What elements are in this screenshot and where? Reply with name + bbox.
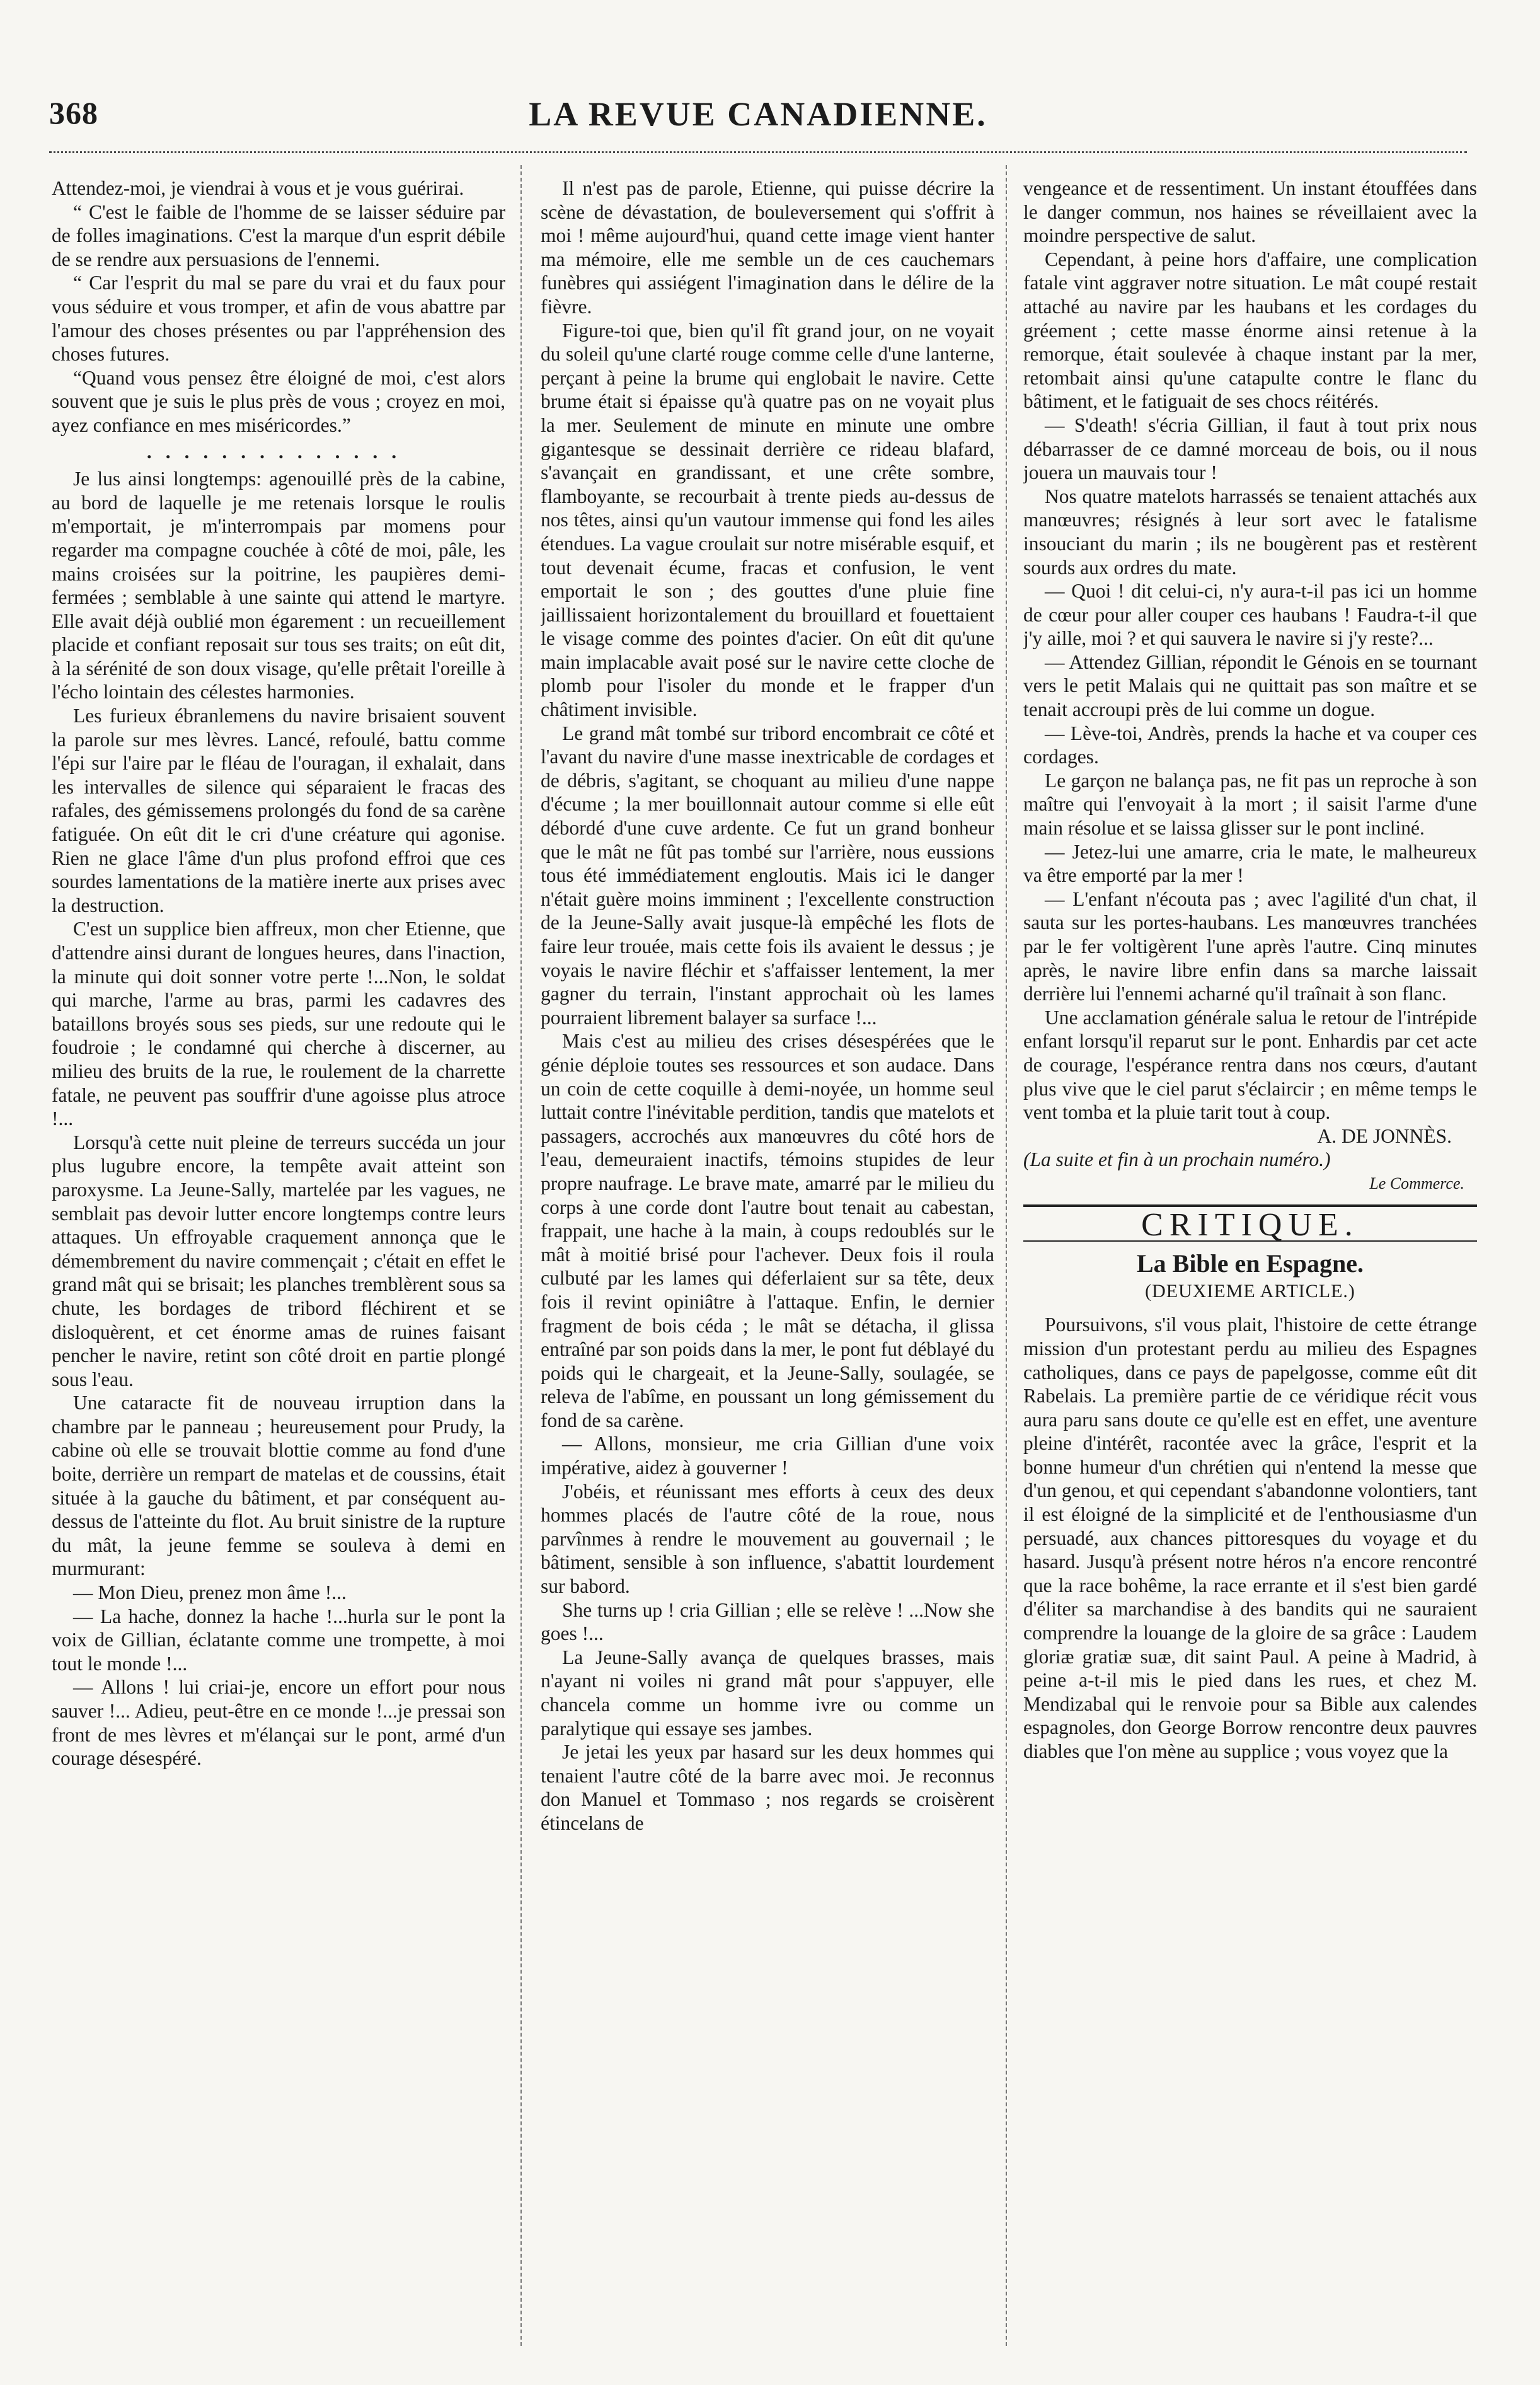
continuation-note: (La suite et fin à un prochain numéro.) [1023,1148,1331,1171]
paragraph: “ C'est le faible de l'homme de se laisser séduire par de folles imaginations. C'est la marque d'un esprit débile de se rendre aux persuasions de l'ennemi. [52,200,505,270]
paragraph: Je jetai les yeux par hasard sur les deux hommes qui tenaient l'autre côté de la barre avec moi. Je reconnus don Manuel et Tommaso ; nos regards se croisèrent étincelans de [541,1741,994,1834]
paragraph: Une acclamation générale salua le retour de l'intrépide enfant lorsqu'il reparut sur le pont. Enhardis par cet acte de courage, l'espérance rentra dans nos cœurs, d'autant plus vive que le ciel parut s'éclaircir ; en même temps le vent tomba et la pluie tarit tout à coup. [1023,1006,1477,1124]
paragraph: — Attendez Gillian, répondit le Génois en se tournant vers le petit Malais qui ne quittait pas son maître et se tenait accroupi près de lui comme un dogue. [1023,650,1477,721]
paragraph: Poursuivons, s'il vous plait, l'histoire de cette étrange mission d'un protestant perdu au milieu des Espagnes catholiques, dans ce pays de papelgosse, comme eût dit Rabelais. La première partie de ce véridique récit vous aura paru sans doute ce qu'elle est en effet, une aventure pleine d'intérêt, racontée avec la grâce, l'esprit et la bonne humeur d'un chrétien qui n'entend la messe que d'un genou, et qui cependant s'abandonne volontiers, tant il est éloigné de la simplicité et de l'enthousiasme d'un persuadé, aux chances pittoresques du voyage et du hasard. Jusqu'à présent notre héros n'a encore rencontré que la race bohême, la race errante et il s'est bien gardé d'éliter sa marchandise à des bandits qui ne sauraient comprendre la louange de la gloire de sa grâce : Laudem gloriæ gratiæ suæ, dit saint Paul. A peine à Madrid, à peine a-t-il mis le pied dans les rues, et chez M. Mendizabal qui le renvoie pour sa Bible aux calendes espagnoles, don George Borrow rencontre deux pauvres diables que l'on mène au supplice ; vous voyez que la [1023,1314,1477,1762]
paragraph: — La hache, donnez la hache !...hurla sur le pont la voix de Gillian, éclatante comme une trompette, à moi tout le monde !... [52,1605,505,1675]
paragraph: Il n'est pas de parole, Etienne, qui puisse décrire la scène de dévastation, de bouleversement qui s'offrit à moi ! même aujourd'hui, quand cette image vient hanter ma mémoire, elle me semble un de ces cauchemars funèbres qui assiégent l'imagination dans le délire de la fièvre. [541,177,994,318]
header-rule [49,151,1467,153]
article-title: La Bible en Espagne. [1136,1249,1364,1278]
paragraph: Les furieux ébranlemens du navire brisaient souvent la parole sur mes lèvres. Lancé, refoulé, battu comme l'épi sur l'aire par le fléau de l'ouragan, il exhalait, dans les intervalles de silence qui séparaient le fracas des rafales, des gémissemens prolongés du fond de sa carène fatiguée. On eût dit le cri d'une créature qui agonise. Rien ne glace l'âme d'un plus profond effroi que ces sourdes lamentations de la matière inerte aux prises avec la destruction. [52,705,505,916]
paragraph: — Quoi ! dit celui-ci, n'y aura-t-il pas ici un homme de cœur pour aller couper ces haubans ! Faudra-t-il que j'y aille, moi ? et qui sauvera le navire si j'y reste?... [1023,580,1477,650]
column-divider [1006,165,1007,2346]
column-middle [541,176,994,2345]
section-break-dots: .............. [146,440,411,463]
paragraph: Nos quatre matelots harrassés se tenaient attachés aux manœuvres; résignés à leur sort avec le fatalisme insouciant du marin ; ils ne bougèrent pas et restèrent sourds aux ordres du mate. [1023,485,1477,579]
paragraph: She turns up ! cria Gillian ; elle se relève ! ...Now she goes !... [541,1598,994,1645]
paragraph: Le garçon ne balança pas, ne fit pas un reproche à son maître qui l'envoyait à la mort ; il saisit l'arme d'une main résolue et se laissa glisser sur le pont incliné. [1023,769,1477,840]
column-left [52,176,505,2345]
paragraph: “Quand vous pensez être éloigné de moi, c'est alors souvent que je suis le plus près de vous ; croyez en moi, ayez confiance en mes miséricordes.” [52,366,505,436]
paragraph: Attendez-moi, je viendrai à vous et je vous guérirai. [52,177,464,199]
column-right [1023,176,1477,2345]
paragraph: — Allons, monsieur, me cria Gillian d'une voix impérative, aidez à gouverner ! [541,1433,994,1479]
paragraph: — L'enfant n'écouta pas ; avec l'agilité d'un chat, il sauta sur les portes-haubans. Les manœuvres tranchées par le fer voltigèrent l'une après l'autre. Cinq minutes après, le navire libre enfin dans sa marche laissait derrière lui l'ennemi acharné qu'il traînait à son flanc. [1023,887,1477,1005]
paragraph: Une cataracte fit de nouveau irruption dans la chambre par le panneau ; heureusement pour Prudy, la cabine où elle se trouvait blottie comme au fond d'une boite, derrière un rempart de matelas et de coussins, était située à la gauche du bâtiment, et par conséquent au-dessus de l'atteinte du flot. Au bruit sinistre de la rupture du mât, la jeune femme se souleva à demi en murmurant: [52,1392,505,1580]
paragraph: Cependant, à peine hors d'affaire, une complication fatale vint aggraver notre situation. Le mât coupé restait attaché au navire par les haubans et les cordages du gréement ; cette masse énorme ainsi retenue à la remorque, était soulevée à chaque instant par la mer, retombait ainsi qu'une catapulte contre le flanc du bâtiment, et le fatiguait de ses chocs réitérés. [1023,248,1477,413]
paragraph: “ Car l'esprit du mal se pare du vrai et du faux pour vous séduire et vous tromper, et afin de vous abattre par l'amour des choses présentes ou par l'appréhension des choses futures. [52,272,505,366]
paragraph: Je lus ainsi longtemps: agenouillé près de la cabine, au bord de laquelle je me retenais lorsque le roulis m'emportait, je m'interrompais par momens pour regarder ma compagne couchée à côté de moi, pâle, les mains croisées sur la poitrine, les paupières demi-fermées ; semblable à une sainte qui attend le martyre. Elle avait déjà oublié mon égarement : un recueillement placide et confiant reposait sur tous ses traits; on eût dit, à la sérénité de son doux visage, qu'elle prêtait l'oreille à l'écho lointain des célestes harmonies. [52,468,505,703]
paragraph: La Jeune-Sally avança de quelques brasses, mais n'ayant ni voiles ni grand mât pour s'appuyer, elle chancela comme un homme ivre ou comme un paralytique qui essaye ses jambes. [541,1646,994,1740]
page-header [49,95,1467,151]
paragraph: — Allons ! lui criai-je, encore un effort pour nous sauver !... Adieu, peut-être en ce monde !...je pressai son front de mes lèvres et m'élançai sur le pont, armé d'un courage désespéré. [52,1676,505,1770]
author-signature: A. DE JONNÈS. [1317,1124,1452,1147]
paragraph: Mais c'est au milieu des crises désespérées que le génie déploie toutes ses ressources et son audace. Dans un coin de cette coquille à demi-noyée, un homme seul luttait contre l'inévitable perdition, tandis que matelots et passagers, accrochés aux manœuvres du côté hors de l'eau, demeuraient inactifs, témoins stupides de leur propre naufrage. Le brave mate, amarré par le milieu du corps à une corde dont l'autre bout tenait au cabestan, frappait, une hache à la main, à coups redoublés sur le mât à moitié brisé pour l'achever. Deux fois il roula culbuté par les lames qui déferlaient sur sa tête, deux fois il revint opiniâtre à l'attaque. Enfin, le dernier fragment de bois céda ; le mât se détacha, il glissa entraîné par son poids dans la mer, le pont fut déblayé du poids qui le chargeait, et la Jeune-Sally, soulagée, se releva de l'abîme, en poussant un long gémissement du fond de sa carène. [541,1030,994,1431]
paragraph: — S'death! s'écria Gillian, il faut à tout prix nous débarrasser de ce damné morceau de bois, ou il nous jouera un mauvais tour ! [1023,413,1477,484]
column-divider [520,165,522,2346]
paragraph: Figure-toi que, bien qu'il fît grand jour, on ne voyait du soleil qu'une clarté rouge comme celle d'une lanterne, perçant à peine la brume qui englobait le navire. Cette brume était si épaisse qu'à quatre pas on ne voyait plus la mer. Seulement de minute en minute une ombre gigantesque se dessinait derrière ce rideau blafard, s'avançait en grandissant, et une crête sombre, flamboyante, se recourbait à trente pieds au-dessus de nos têtes, ainsi qu'un vautour immense qui fond les ailes étendues. La vague croulait sur notre misérable esquif, et tout devenait écume, fracas et confusion, le vent emportait le son ; des gouttes d'une pluie fine jaillissaient horizontalement du brouillard et fouettaient le visage comme des pointes d'acier. On eût dit qu'une main implacable avait posé sur le navire cette cloche de plomb pour l'isoler du monde et le frapper d'un châtiment invisible. [541,319,994,721]
paragraph: — Mon Dieu, prenez mon âme !... [73,1581,347,1604]
paragraph: vengeance et de ressentiment. Un instant étouffées dans le danger commun, nos haines se réveillaient avec la moindre perspective de salut. [1023,177,1477,247]
paragraph: Lorsqu'à cette nuit pleine de terreurs succéda un jour plus lugubre encore, la tempête avait atteint son paroxysme. La Jeune-Sally, martelée par les vagues, ne semblait pas devoir lutter encore longtemps contre leurs attaques. Un effroyable craquement annonça que le démembrement du navire commençait ; c'était en effet le grand mât qui se brisait; les planches tremblèrent sous sa chute, les bordages de tribord fléchirent et se disloquèrent, et cet énorme amas de ruines faisant pencher le navire, retint son côté droit en partie plongé sous l'eau. [52,1131,505,1390]
journal-title: LA REVUE CANADIENNE. [529,95,987,133]
paragraph: Le grand mât tombé sur tribord encombrait ce côté et l'avant du navire d'une masse inextricable de cordages et de débris, s'agitant, se choquant au milieu d'une nappe d'écume ; la mer bouillonnait autour comme si elle eût débordé d'une cuve ardente. Ce fut un grand bonheur que le mât ne fût pas tombé sur l'arrière, nous eussions tous été immédiatement engloutis. Mais ici le danger n'était guère moins imminent ; l'excellente construction de la Jeune-Sally avait jusque-là empêché les flots de faire leur trouée, mais cette fois ils avaient le dessus ; je voyais le navire fléchir et s'affaisser lentement, la mer gagner du terrain, l'instant approchait où les lames pourraient librement balayer sa surface !... [541,722,994,1029]
section-divider [1023,1204,1477,1207]
paragraph: J'obéis, et réunissant mes efforts à ceux des deux hommes placés de l'autre côté de la roue, nous parvînmes à rendre le mouvement au gouvernail ; le bâtiment, sensible à son influence, s'abattit lourdement sur babord. [541,1480,994,1598]
page-number: 368 [49,95,98,130]
paragraph: — Lève-toi, Andrès, prends la hache et va couper ces cordages. [1023,722,1477,768]
article-subtitle: (DEUXIEME ARTICLE.) [1145,1280,1355,1302]
paragraph: C'est un supplice bien affreux, mon cher Etienne, que d'attendre ainsi durant de longues heures, dans l'inaction, la minute qui doit sonner votre perte !...Non, le soldat qui marche, l'arme au bras, parmi les cadavres des bataillons broyés sous ses pieds, sur une redoute qui le foudroie ; le condamné qui cherche à discerner, au milieu des bruits de la rue, le roulement de la charrette fatale, ne peuvent pas souffrir d'une agoisse plus atroce !... [52,918,505,1130]
source-credit: Le Commerce. [1369,1174,1464,1192]
paragraph: — Jetez-lui une amarre, cria le mate, le malheureux va être emporté par la mer ! [1023,840,1477,887]
section-title: CRITIQUE. [1141,1206,1359,1243]
